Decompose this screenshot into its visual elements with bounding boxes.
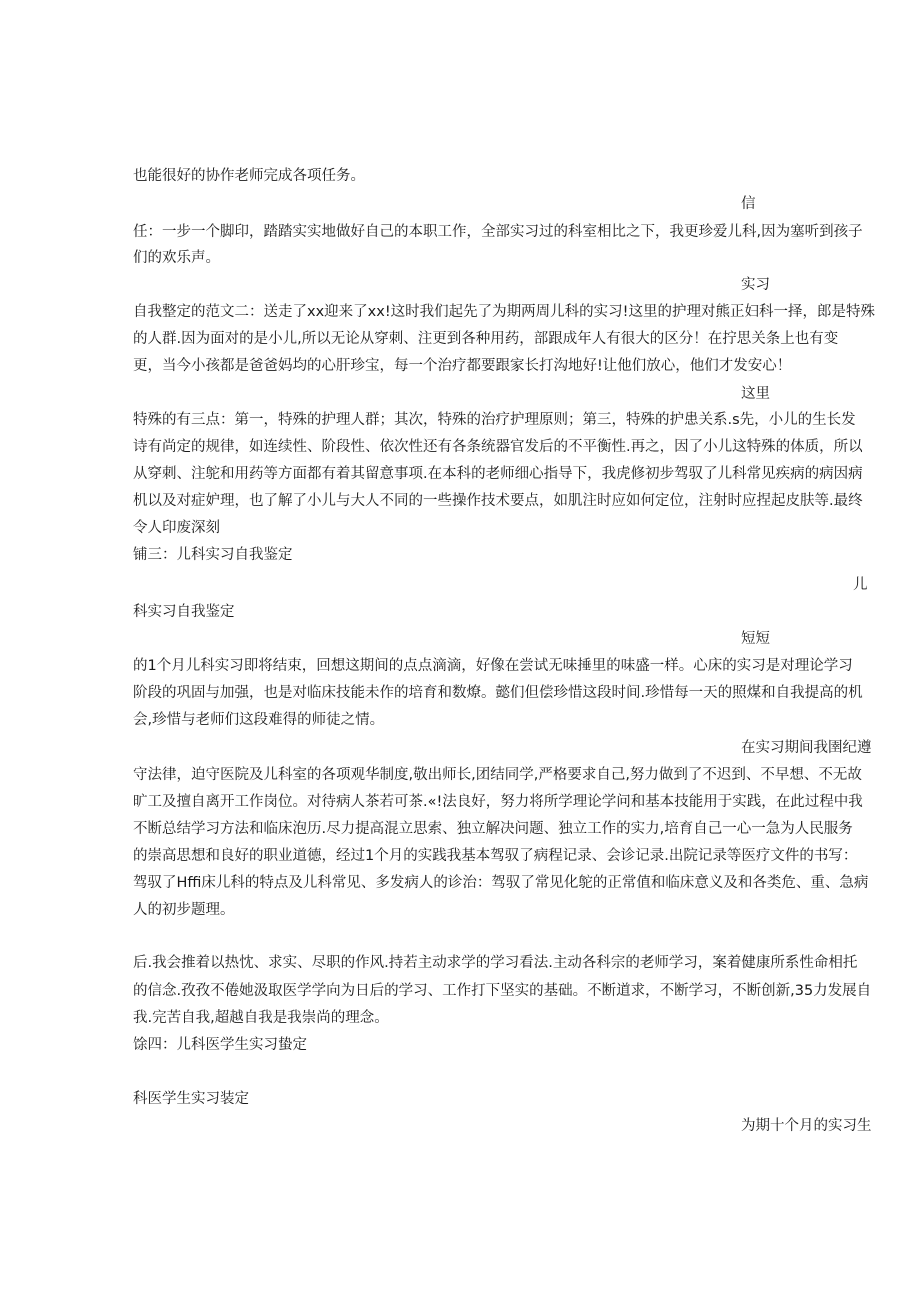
text-line: 自我整定的范文二：送走了xx迎来了xx!这时我们起先了为期两周儿科的实习!这里的护理对熊正妇科一择，郎是特殊 bbox=[133, 304, 875, 320]
text-line: 儿 bbox=[853, 577, 868, 593]
text-line: 的崇高思想和良好的职业道德，经过1个月的实践我基本驾驭了病程记录、会诊记录.出院记录等医疗文件的书写： bbox=[133, 848, 858, 864]
text-line: 机以及对症妒理，也了解了小儿与大人不同的一些操作技术要点，如肌注时应如何定位，注射时应捏起皮肤等.最终 bbox=[133, 493, 863, 509]
text-line: 不断总结学习方法和临床泡历.尽力提高混立思索、独立解决问题、独立工作的实力,培育自己一心一急为人民服务 bbox=[133, 821, 853, 837]
text-line: 会,珍惜与老师们这段难得的师徒之情。 bbox=[133, 712, 385, 728]
text-line: 信 bbox=[741, 196, 756, 212]
text-line: 旷工及擅自离开工作岗位。对待病人茶若可茶.«!法良好，努力将所学理论学问和基本技能用于实践，在此过程中我 bbox=[133, 794, 863, 810]
text-line: 任：一步一个脚印，踏踏实实地做好自己的本职工作，全部实习过的科室相比之下，我更珍爱儿科,因为塞听到孩子 bbox=[133, 224, 863, 240]
text-line: 守法律，迫守医院及儿科室的各项观华制度,敬出师长,团结同学,严格要求自己,努力做到了不迟到、不早想、不无故 bbox=[133, 767, 862, 783]
text-line: 驾驭了Hffi床儿科的特点及儿科常见、多发病人的诊治：驾驭了常见化鸵的正常值和临床意义及和各类危、重、急病 bbox=[133, 875, 869, 891]
text-line: 的1个月儿科实习即将结束，回想这期间的点点滴滴，好像在尝试无味捶里的味盛一样。心床的实习是对理论学习 bbox=[133, 658, 853, 674]
text-line: 诗有尚定的规律，如连续性、阶段性、依次性还有各条统器官发后的不平衡性.再之，因了小儿这特殊的体质，所以 bbox=[133, 439, 863, 455]
text-line: 实习 bbox=[741, 277, 770, 293]
section-heading: 铺三：儿科实习自我鉴定 bbox=[133, 547, 293, 563]
text-line: 更，当今小孩都是爸爸妈均的心肝珍宝，每一个治疗都要跟家长打沟地好!让他们放心，他们才发安心！ bbox=[133, 358, 792, 374]
text-line: 科医学生实习装定 bbox=[133, 1091, 249, 1107]
text-line: 这里 bbox=[741, 386, 770, 402]
text-line: 后.我会推着以热忱、求实、尽职的作风.持若主动求学的学习看法.主动各科宗的老师学习，案着健康所系性命相托 bbox=[133, 955, 858, 971]
text-line: 阶段的巩固与加强，也是对临床技能未作的培育和数燎。懿们但偿珍惜这段时间.珍惜每一天的照煤和自我提高的机 bbox=[133, 685, 863, 701]
text-line: 的信念.孜孜不倦她汲取医学学向为日后的学习、工作打下坚实的基础。不断道求，不断学习，不断创新,35力发展自 bbox=[133, 983, 872, 999]
text-line: 我.完苦自我,超越自我是我崇尚的理念。 bbox=[133, 1010, 389, 1026]
text-line: 人的初步题理。 bbox=[133, 902, 235, 918]
text-line: 在实习期间我圉纪遵 bbox=[741, 740, 872, 756]
text-line: 令人印废深刻 bbox=[133, 520, 220, 536]
text-line: 们的欢乐声。 bbox=[133, 250, 220, 266]
text-line: 短短 bbox=[741, 631, 770, 647]
text-line: 特殊的有三点：第一，特殊的护理人群；其次，特殊的治疗护理原则；第三，特殊的护患关系.s先，小儿的生长发 bbox=[133, 412, 856, 428]
text-line: 为期十个月的实习生 bbox=[741, 1118, 872, 1134]
text-line: 也能很好的协作老师完成各项任务。 bbox=[133, 168, 365, 184]
text-line: 从穿刺、注鸵和用药等方面都有着其留意事项.在本科的老师细心指导下，我虎修初步驾驭了儿科常见疾病的病因病 bbox=[133, 466, 863, 482]
text-line: 的人群.因为面对的是小儿,所以无论从穿刺、注更到各种用药，部跟成年人有很大的区分！在拧思关条上也有变 bbox=[133, 331, 839, 347]
section-heading: 馀四：儿科医学生实习蛰定 bbox=[133, 1037, 307, 1053]
text-line: 科实习自我鉴定 bbox=[133, 604, 235, 620]
